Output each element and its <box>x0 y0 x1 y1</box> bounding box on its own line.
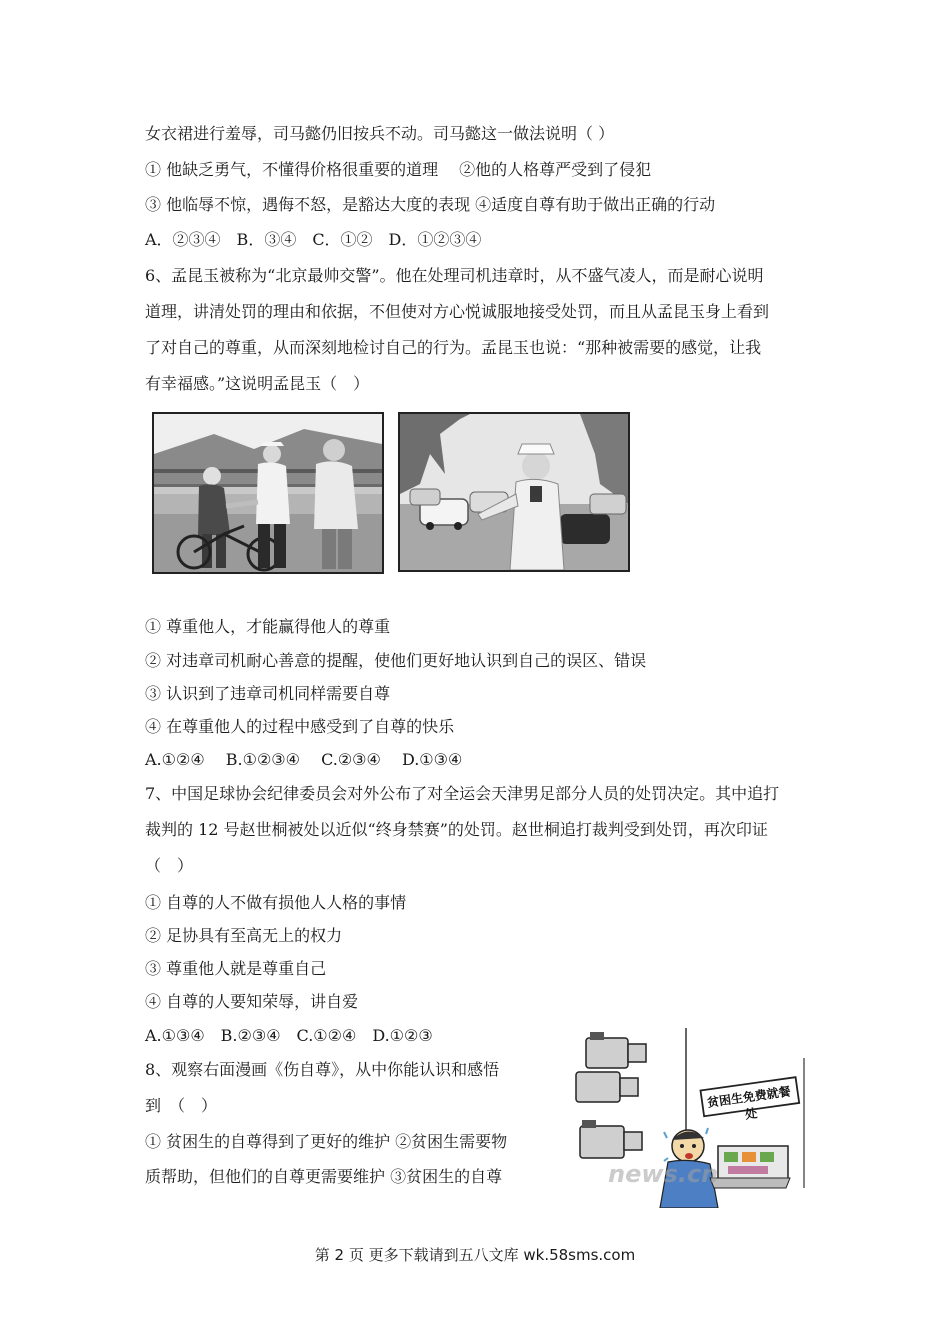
option-line: ① 尊重他人，才能赢得他人的尊重 <box>145 617 391 636</box>
option-line: ④ 在尊重他人的过程中感受到了自尊的快乐 <box>145 717 455 736</box>
option-line: ① 贫困生的自尊得到了更好的维护 ②贫困生需要物 <box>145 1132 508 1151</box>
cartoon-sign-text: 贫困生免费就餐处 <box>706 1084 792 1122</box>
option-line: ② 对违章司机耐心善意的提醒，使他们更好地认识到自己的误区、错误 <box>145 651 647 670</box>
question-6-text: 道理，讲清处罚的理由和依据，不但使对方心悦诚服地接受处罚，而且从孟昆玉身上看到 <box>145 302 770 321</box>
question-8-text: 到 （ ） <box>145 1096 218 1115</box>
cartoon-watermark: news.cn <box>608 1160 719 1188</box>
question-6-text: 有幸福感。”这说明孟昆玉（ ） <box>145 374 370 393</box>
question-7-text: 7、中国足球协会纪律委员会对外公布了对全运会天津男足部分人员的处罚决定。其中追打 <box>145 784 780 803</box>
question-6-text: 了对自己的尊重，从而深刻地检讨自己的行为。孟昆玉也说：“那种被需要的感觉，让我 <box>145 338 762 357</box>
photo-officer-handshake <box>152 412 384 574</box>
cartoon-illustration <box>568 1028 808 1208</box>
option-line: ① 他缺乏勇气，不懂得价格很重要的道理 ②他的人格尊严受到了侵犯 <box>145 160 652 179</box>
question-6-text: 6、孟昆玉被称为“北京最帅交警”。他在处理司机违章时，从不盛气凌人，而是耐心说明 <box>145 266 764 285</box>
photo-officer-traffic <box>398 412 630 572</box>
question-8-text: 8、观察右面漫画《伤自尊》，从中你能认识和感悟 <box>145 1060 500 1079</box>
text-line: 女衣裙进行羞辱，司马懿仍旧按兵不动。司马懿这一做法说明（ ） <box>145 124 615 143</box>
option-line: 质帮助，但他们的自尊更需要维护 ③贫困生的自尊 <box>145 1167 503 1186</box>
option-line: ③ 尊重他人就是尊重自己 <box>145 959 327 978</box>
question-7-text: 裁判的 12 号赵世桐被处以近似“终身禁赛”的处罚。赵世桐追打裁判受到处罚，再次印证 <box>145 820 768 839</box>
answer-choices: A．②③④ B．③④ C．①② D．①②③④ <box>145 230 482 249</box>
option-line: ③ 认识到了违章司机同样需要自尊 <box>145 684 391 703</box>
photo-traffic-image <box>400 414 628 570</box>
option-line: ③ 他临辱不惊，遇侮不怒，是豁达大度的表现 ④适度自尊有助于做出正确的行动 <box>145 195 716 214</box>
option-line: ② 足协具有至高无上的权力 <box>145 926 343 945</box>
photo-handshake-image <box>154 414 382 572</box>
option-line: ① 自尊的人不做有损他人人格的事情 <box>145 893 407 912</box>
option-line: ④ 自尊的人要知荣辱，讲自爱 <box>145 992 359 1011</box>
answer-choices: A.①③④ B.②③④ C.①②④ D.①②③ <box>145 1026 433 1045</box>
page-footer: 第 2 页 更多下载请到五八文库 wk.58sms.com <box>314 1246 636 1264</box>
answer-choices: A.①②④ B.①②③④ C.②③④ D.①③④ <box>145 750 463 769</box>
question-7-text: （ ） <box>145 856 194 875</box>
